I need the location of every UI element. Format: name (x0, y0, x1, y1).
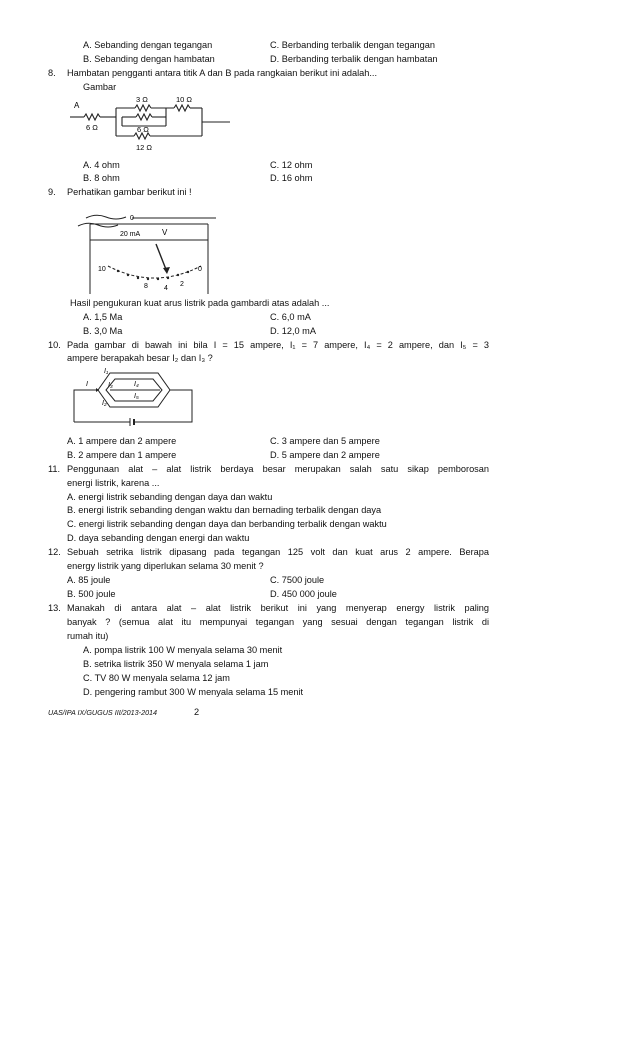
q8-number: 8. (48, 68, 56, 78)
footer-exam-code: UAS/IPA IX/GUGUS III/2013-2014 (48, 708, 158, 717)
q10-question-line1: Pada gambar di bawah ini bila I = 15 ampere, I₁ = 7 ampere, I₄ = 2 ampere, dan I₅ = 3 (67, 340, 489, 350)
q7-option-b: B. Sebanding dengan hambatan (83, 54, 215, 64)
q12-option-a: A. 85 joule (67, 575, 111, 585)
q9-stem: Hasil pengukuran kuat arus listrik pada gambardi atas adalah ... (70, 298, 330, 308)
q10-option-b: B. 2 ampere dan 1 ampere (67, 450, 177, 460)
q8-option-a: A. 4 ohm (83, 160, 120, 170)
q10-option-c: C. 3 ampere dan 5 ampere (270, 436, 380, 446)
q12-option-d: D. 450 000 joule (270, 589, 337, 599)
q11-question-line2: energi listrik, karena ... (67, 478, 160, 488)
q8-figure-caption: Gambar (83, 82, 117, 92)
q8-resistor-3-label: 3 Ω (136, 95, 148, 104)
q10-option-a: A. 1 ampere dan 2 ampere (67, 436, 177, 446)
q9-volt-label: V (162, 228, 168, 237)
q13-option-a: A. pompa listrik 100 W menyala selama 30 menit (83, 645, 283, 655)
q7-option-a: A. Sebanding dengan tegangan (83, 40, 213, 50)
q13-option-b: B. setrika listrik 350 W menyala selama 1 jam (83, 659, 269, 669)
q13-number: 13. (48, 603, 61, 613)
q8-question: Hambatan pengganti antara titik A dan B pada rangkaian berikut ini adalah... (67, 68, 378, 78)
q8-option-b: B. 8 ohm (83, 173, 120, 183)
q9-scale-8: 8 (144, 283, 148, 290)
footer-page-number: 2 (194, 707, 200, 717)
q8-option-c: C. 12 ohm (270, 160, 313, 170)
q12-option-c: C. 7500 joule (270, 575, 325, 585)
q13-question-line2: banyak ? (semua alat itu mempunyai tegangan yang sesuai dengan tegangan listrik di (67, 617, 489, 627)
q11-question-line1: Penggunaan alat – alat listrik berdaya besar merupakan salah satu sikap pemborosan (67, 464, 489, 474)
q8-resistor-6b-label: 6 Ω (137, 125, 149, 134)
q10-current-i1: I₁ (104, 368, 109, 375)
q9-question: Perhatikan gambar berikut ini ! (67, 187, 192, 197)
q13-option-d: D. pengering rambut 300 W menyala selama 15 menit (83, 687, 304, 697)
q11-option-d: D. daya sebanding dengan energi dan waktu (67, 533, 250, 543)
q8-option-d: D. 16 ohm (270, 173, 313, 183)
q12-question-line1: Sebuah setrika listrik dipasang pada tegangan 125 volt dan kuat arus 2 ampere. Berapa (67, 547, 489, 557)
q8-point-a-label: A (74, 101, 80, 110)
q12-option-b: B. 500 joule (67, 589, 116, 599)
q7-option-c: C. Berbanding terbalik dengan tegangan (270, 40, 435, 50)
q12-question-line2: energy listrik yang diperlukan selama 30 menit ? (67, 561, 264, 571)
q9-scale-10: 10 (98, 266, 106, 273)
q9-option-b: B. 3,0 Ma (83, 326, 123, 336)
q10-number: 10. (48, 340, 61, 350)
q9-label-top-zero: 0 (130, 215, 134, 222)
q9-meter-diagram (68, 208, 216, 294)
q9-scale-0: 0 (198, 266, 202, 273)
q8-resistor-12-label: 12 Ω (136, 143, 153, 152)
q7-option-d: D. Berbanding terbalik dengan hambatan (270, 54, 438, 64)
q11-option-c: C. energi listrik sebanding dengan daya dan berbanding terbalik dengan waktu (67, 519, 387, 529)
q11-option-b: B. energi listrik sebanding dengan waktu dan bernading terbalik dengan daya (67, 505, 382, 515)
q11-option-a: A. energi listrik sebanding dengan daya dan waktu (67, 492, 273, 502)
q10-question-line2: ampere berapakah besar I₂ dan I₃ ? (67, 353, 213, 363)
q9-unit-label: 20 mA (120, 231, 141, 238)
q11-number: 11. (48, 464, 61, 474)
q10-current-i2: I₂ (102, 400, 107, 407)
q10-current-i4: I₄ (134, 381, 139, 388)
q9-option-c: C. 6,0 mA (270, 312, 311, 322)
q13-question-line3: rumah itu) (67, 631, 109, 641)
q10-current-i5: I₅ (134, 393, 139, 400)
q8-circuit-diagram (70, 95, 230, 153)
q10-current-i3: I₃ (108, 382, 113, 389)
q8-resistor-6-label: 6 Ω (86, 123, 98, 132)
q9-scale-2: 2 (180, 281, 184, 288)
q13-question-line1: Manakah di antara alat – alat listrik berikut ini yang menyerap energy listrik paling (67, 603, 489, 613)
q12-number: 12. (48, 547, 61, 557)
q10-current-i: I (86, 381, 88, 388)
q9-option-a: A. 1,5 Ma (83, 312, 123, 322)
q13-option-c: C. TV 80 W menyala selama 12 jam (83, 673, 230, 683)
q10-option-d: D. 5 ampere dan 2 ampere (270, 450, 380, 460)
q10-circuit-diagram (70, 366, 200, 428)
q9-scale-4: 4 (164, 285, 168, 292)
q9-number: 9. (48, 187, 56, 197)
q9-option-d: D. 12,0 mA (270, 326, 316, 336)
q8-resistor-10-label: 10 Ω (176, 95, 193, 104)
